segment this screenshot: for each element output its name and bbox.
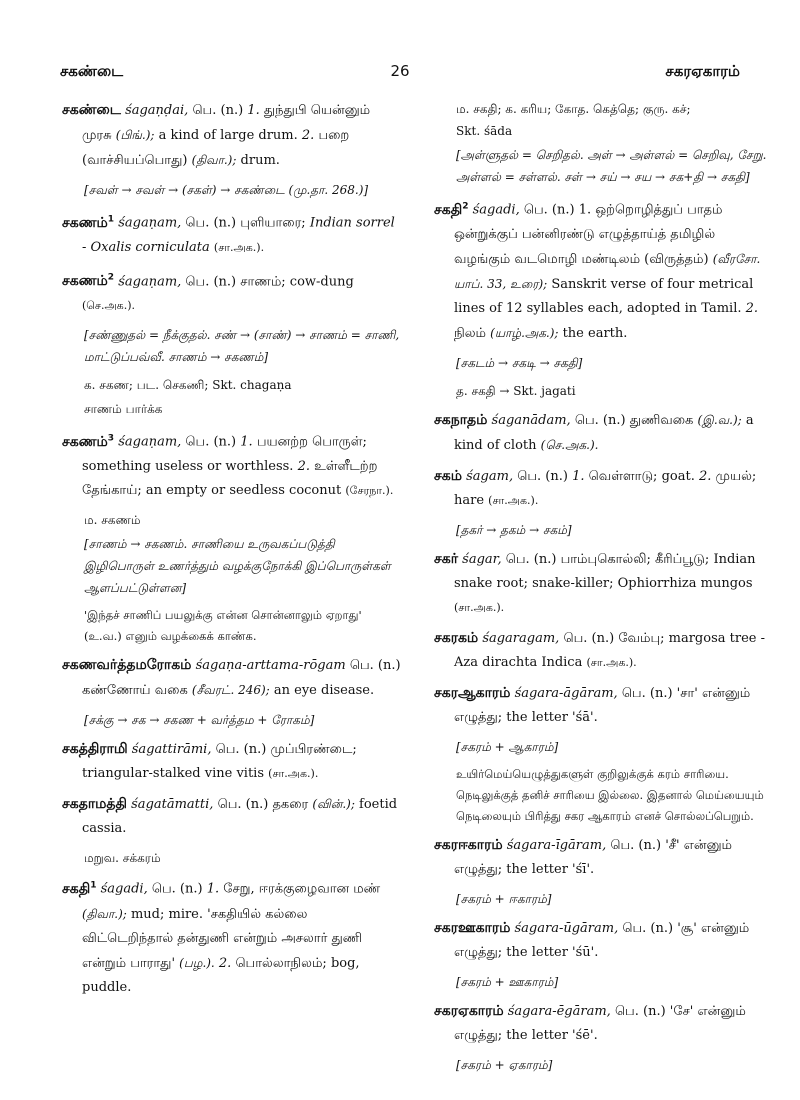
transliteration: śagaragam, [482,630,560,646]
headword: சகண்டை [62,102,121,118]
running-head-right: சகரஏகாரம் [665,62,740,80]
source-ref: (சா.அக.). [268,766,319,780]
sense-number: 2. [745,300,759,316]
part-of-speech: பெ. (n.) [517,468,568,484]
entry-saganavarthamarogam [62,653,402,703]
entry-sagam [434,464,774,513]
english-definition: goat. [661,468,695,484]
part-of-speech: பெ. (n.) [192,103,244,118]
tamil-definition: 'சா' என்னும் எழுத்து; [454,685,751,725]
headword: சகதி$^2$ [434,201,469,218]
tamil-definition: வேம்பு; [618,630,665,646]
part-of-speech: பெ. (n.) [574,412,626,428]
entry-saganadai [62,98,402,173]
sense-number: 2. [297,458,310,474]
tamil-definition: பயனற்ற பொருள்; [256,434,367,450]
english-definition: hare [454,492,485,508]
sense-number: 2. [218,955,232,971]
sense-number: 1. [572,468,585,484]
cognates: ம. சகதி; க. கரிய; கோத. கெத்தெ; குரு. கச்; Skt. śāda [456,102,691,138]
source-ref: (பிங்.); [115,128,155,142]
etymology: [சகடம் → சகடி → சகதி] [456,355,583,370]
english-definition: a kind of cloth [454,412,754,453]
source-ref: (சா.அக.). [213,240,265,254]
etymology: [சக்கு → சக → சகண + வர்த்தம + ரோகம்] [84,712,315,727]
source-ref: (திவா.); [191,153,237,167]
transliteration: śagaṇam, [118,434,182,450]
page-number: 26 [390,62,410,80]
transliteration: śagar, [462,551,502,567]
english-definition: margosa tree - Aza dirachta Indica [454,630,765,670]
entry-sagaragam [434,626,774,675]
transliteration: śaganādam, [491,412,571,428]
etymology: [சகரம் + ஈகாரம்] [456,891,552,906]
etymology: [சாணம் → சகணம். சாணியை உருவகப்படுத்தி இழிபொருள் உணர்த்தும் வழக்குநோக்கி இப்பொருள்கள் ஆளப்பட்டுள்ளன] [84,536,391,595]
headword: சகணம்$^2$ [62,272,115,290]
headword: சகம் [434,467,462,484]
headword: சகரஊகாரம் [434,919,511,936]
headword: சகரகம் [434,629,479,646]
entry-sagar [434,547,774,620]
headword: சகரஈகாரம் [434,836,503,853]
entry-saganam-2 [62,266,402,319]
etymology: [சகரம் + ஊகாரம்] [456,974,559,989]
entry-sagara-egaram [434,999,774,1048]
part-of-speech: பெ. (n.) [505,551,557,567]
transliteration: śagara-āgāram, [514,685,618,701]
transliteration: śagam, [466,468,514,484]
tamil-definition: 'சூ' என்னும் எழுத்து; [454,920,750,960]
english-definition: bog, puddle. [82,955,360,995]
part-of-speech: பெ. (n.) [610,837,662,853]
tamil-definition: 'சீ' என்னும் எழுத்து; [454,837,733,877]
source-ref: (இ.வ.); [697,412,742,427]
tamil-definition: சேறு, ஈரக்குழைவான மண் [223,881,381,897]
etymology: [சகரம் + ஏகாரம்] [456,1057,553,1072]
entry-sagadi-1 [62,873,402,1000]
tamil-definition: பொல்லாநிலம்; [235,955,327,971]
sense-number: 2. [698,468,712,484]
source-ref: (சா.அக.). [488,493,539,507]
transliteration: śagara-īgāram, [506,837,607,853]
sense-number: 1. [247,103,260,118]
right-column [434,98,774,1082]
english-definition: cow-dung [289,274,354,290]
tamil-definition: பாம்புகொல்லி; கீரிப்பூடு; [560,551,710,567]
part-of-speech: பெ. (n.) [215,741,267,757]
part-of-speech: பெ. (n.) [185,434,237,450]
source-ref: (செ.அக.). [540,437,599,452]
part-of-speech: பெ. (n.) [523,202,575,218]
source-ref: (சீவரட். 246); [191,682,270,697]
entry-sagathirami [62,737,402,786]
headword: சகரஏகாரம் [434,1002,504,1019]
english-definition: an eye disease. [273,682,375,698]
english-definition: the earth. [562,325,628,341]
transliteration: śagara-ūgāram, [514,920,619,936]
etymology: [சவள் → சவள் → (சகள்) → சகண்டை (மு.தா. 268.)] [84,183,369,197]
part-of-speech: பெ. (n.) [622,920,674,936]
part-of-speech: பெ. (n.) [217,796,269,812]
entry-sagathamathi [62,792,402,841]
headword: சகதி$^1$ [62,879,97,897]
sense-number: 2. [301,128,315,143]
usage-note: 'இந்தச் சாணிப் பயலுக்கு என்ன சொன்னாலும் ஏறாது' (உ.வ.) எனும் வழக்கைக் காண்க. [84,607,362,643]
etymology: [அள்ளுதல் = செறிதல். அள் → அள்ளல் = செறிவு, சேறு. அள்ளல் = சள்ளல். சள் → சய் → சய → சக+தி → சகதி] [456,148,767,184]
tamil-definition: தகரை [272,796,309,812]
tamil-definition: துணிவகை [629,412,694,428]
tamil-definition: புளியாரை; [240,215,306,231]
etymology: [தகர் → தகம் → சகம்] [456,522,572,537]
sense-number: 1. [578,202,592,218]
entry-saganadam [434,408,774,458]
sense-number: 1. [240,434,253,450]
transliteration: śagara-ēgāram, [507,1003,611,1019]
entry-sagara-agaram [434,681,774,730]
english-definition: a kind of large drum. [158,128,298,143]
etymology: [சண்ணுதல் = நீக்குதல். சண் → (சாண்) → சாணம் = சாணி, மாட்டுப்பவ்வீ. சாணம் → சகணம்] [84,328,400,365]
usage-note: உயிர்மெய்யெழுத்துகளுள் குறிலுக்குக் கரம் சாரியை. நெடிலுக்குத் தனிச் சாரியை இல்லை. இதனால் மெய்யையும் நெடிலையும் பிரித்து சகர ஆகாரம் எனச் சொல்லப்பெறும். [456,766,764,823]
tamil-definition: முயல்; [715,468,757,484]
english-definition: something useless or worthless. [82,458,294,474]
tamil-definition: சாணம்; [240,274,286,290]
cognates: க. சகண; பட. செகணி; Skt. chagaṇa [84,378,292,393]
english-definition: mud; mire. [130,906,204,922]
transliteration: śagaṇam, [118,274,182,290]
source-ref: (திவா.); [82,906,127,921]
tamil-definition: வெள்ளாடு; [588,468,658,484]
transliteration: śagaṇam, [118,215,182,231]
entry-sagadi-2 [434,194,774,346]
headword: சகணவர்த்தமரோகம் [62,656,192,673]
headword: சகத்திராமி [62,740,128,757]
cognates: த. சகதி → Skt. jagati [456,383,576,398]
transliteration: śagatāmatti, [131,796,214,812]
entry-saganam-1 [62,207,402,260]
headword: சகணம்$^3$ [62,433,115,450]
tamil-definition: முப்பிரண்டை; [270,741,357,757]
entry-sagara-igaram [434,833,774,882]
english-definition: the letter 'śā'. [506,709,598,725]
tamil-definition: உள்ளீடற்ற தேங்காய்; [82,458,378,498]
part-of-speech: பெ. (n.) [614,1003,666,1019]
transliteration: śagadi, [100,881,148,897]
part-of-speech: பெ. (n.) [151,881,203,897]
part-of-speech: பெ. (n.) [349,657,401,673]
english-definition: the letter 'śē'. [506,1027,598,1043]
tamil-definition: 'சே' என்னும் எழுத்து; [454,1003,746,1043]
source-ref: (சா.அக.). [586,655,637,669]
source-ref: (யாழ்.அக.); [490,325,559,340]
source-ref: (வின்.); [312,796,355,811]
left-column [62,98,402,1006]
english-definition: the letter 'śī'. [506,861,595,877]
english-definition: foetid cassia. [82,796,398,836]
source-ref: (செ.அக.). [82,299,135,313]
headword: சகதாமத்தி [62,795,127,812]
english-definition: Indian snake root; snake-killer; Ophiorrhiza mungos [454,551,756,591]
part-of-speech: பெ. (n.) [185,215,237,231]
etymology: [சகரம் + ஆகாரம்] [456,739,559,754]
english-definition: triangular-stalked vine vitis [82,765,265,781]
running-head-left: சகண்டை [60,62,124,80]
english-definition: an empty or seedless coconut [145,482,342,498]
english-definition: drum. [240,153,280,168]
transliteration: śagaṇa-arttama-rōgam [195,657,346,673]
cross-reference: சாணம் பார்க்க [84,402,163,417]
source-ref: (சா.அக.). [454,600,505,614]
headword: சகர் [434,550,459,567]
cognates: ம. சகணம் [84,512,141,527]
headword: சகநாதம் [434,411,488,428]
tamil-definition: பறை (வாச்சியப்பொது) [82,128,350,168]
transliteration: śagaṇḍai, [125,103,189,118]
english-definition: Indian sorrel - Oxalis corniculata [82,215,395,255]
sense-number: 1. [206,881,220,897]
part-of-speech: பெ. (n.) [621,685,673,701]
headword: சகரஆகாரம் [434,684,511,701]
transliteration: śagattirāmi, [131,741,212,757]
english-definition: the letter 'śū'. [506,944,599,960]
source-ref: (பழ.). [179,955,215,970]
variant: மறுவ. சக்கரம் [84,850,161,865]
english-definition: Sanskrit verse of four metrical lines of 12 syllables each, adopted in Tamil. [454,276,754,316]
entry-saganam-3 [62,426,402,503]
transliteration: śagadi, [472,202,520,218]
headword: சகணம்$^1$ [62,214,115,231]
tamil-definition: கண்ணோய் வகை [82,682,188,698]
tamil-definition: துந்துபி யென்னும் முரசு [82,103,371,143]
entry-sagara-ugaram [434,916,774,965]
part-of-speech: பெ. (n.) [185,274,237,290]
tamil-definition: ஒற்றொழித்துப் பாதம் ஒன்றுக்குப் பன்னிரண்டு எழுத்தாய்த் தமிழில் வழங்கும் வடமொழி மண்டிலம் (விருத்தம்) [454,202,723,267]
source-ref: (சேரநா.). [345,483,394,497]
source-ref: (வீரசோ. யாப். 33, உரை); [454,251,761,291]
tamil-definition: நிலம் [454,325,487,341]
part-of-speech: பெ. (n.) [563,630,615,646]
proverb-quote: 'சகதியில் கல்லை விட்டெறிந்தால் தன்துணி என்றும் அசலார் துணி என்றும் பாராது' [82,906,363,971]
